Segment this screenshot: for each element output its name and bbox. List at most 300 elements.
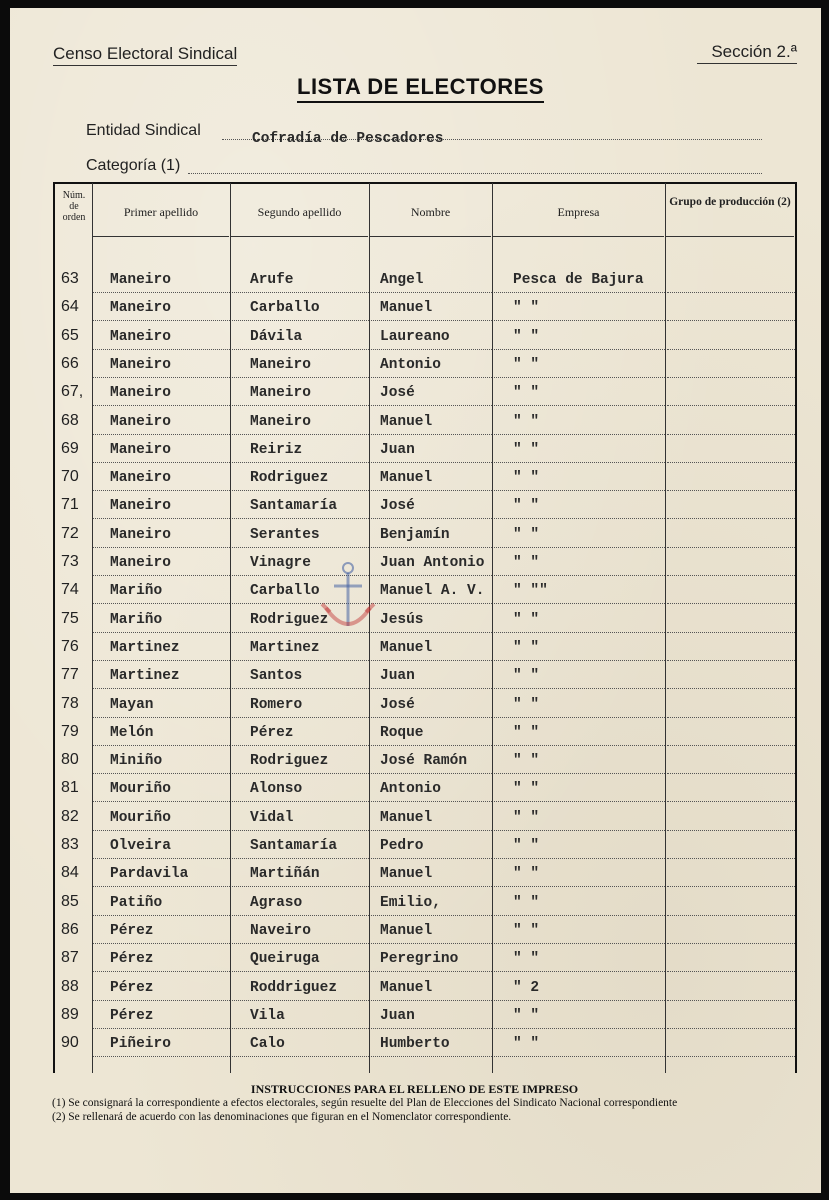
cell-nombre: Humberto (380, 1036, 450, 1053)
row-dotted-line (494, 858, 665, 859)
row-dotted-line (494, 660, 665, 661)
row-dotted-line (93, 292, 230, 293)
row-number: 72 (61, 524, 79, 542)
row-dotted-line (93, 518, 230, 519)
header-underline (370, 236, 491, 237)
row-dotted-line (371, 773, 492, 774)
row-dotted-line (667, 745, 795, 746)
header-primer-apellido: Primer apellido (123, 205, 199, 219)
cell-segundo-apellido: Naveiro (250, 922, 311, 939)
cell-primer-apellido: Maneiro (110, 441, 171, 458)
row-dotted-line (667, 518, 795, 519)
cell-empresa: " " (513, 781, 540, 798)
table-row (53, 747, 797, 776)
row-dotted-line (667, 915, 795, 916)
row-dotted-line (667, 830, 795, 831)
cell-segundo-apellido: Santamaría (250, 838, 338, 854)
table-row (53, 889, 797, 918)
table-row (53, 917, 797, 946)
row-dotted-line (93, 462, 230, 463)
table-row (53, 351, 797, 380)
row-dotted-line (494, 943, 665, 944)
row-dotted-line (667, 688, 795, 689)
cell-segundo-apellido: Pérez (250, 724, 294, 741)
table-row (53, 1002, 797, 1031)
cell-empresa: " " (513, 611, 540, 628)
row-dotted-line (494, 1028, 665, 1029)
row-dotted-line (93, 773, 230, 774)
row-number: 86 (61, 920, 79, 938)
row-number: 90 (61, 1034, 79, 1052)
cell-empresa: " " (513, 526, 540, 543)
cell-empresa: " " (513, 1007, 540, 1024)
row-number: 67, (61, 383, 84, 401)
instruction-1: (1) Se consignará la correspondiente a efectos electorales, según resuelte del Plan de Elecciones del Sindicato Nacional correspondiente (52, 1097, 678, 1109)
cell-segundo-apellido: Rodriguez (250, 470, 329, 487)
cell-segundo-apellido: Vinagre (250, 555, 311, 571)
cell-nombre: José (380, 385, 415, 402)
entidad-label: Entidad Sindical (86, 122, 201, 139)
cell-empresa: " " (513, 385, 540, 402)
row-number: 71 (61, 496, 79, 514)
row-dotted-line (667, 320, 795, 321)
header-segundo-apellido: Segundo apellido (257, 205, 342, 219)
row-dotted-line (93, 717, 230, 718)
cell-nombre: Manuel (380, 639, 433, 656)
row-dotted-line (232, 462, 369, 463)
row-number: 84 (61, 864, 79, 882)
cell-empresa: " " (513, 724, 540, 741)
row-dotted-line (232, 547, 369, 548)
row-dotted-line (667, 773, 795, 774)
cell-nombre: Manuel (380, 809, 433, 826)
row-dotted-line (494, 490, 665, 491)
row-dotted-line (667, 547, 795, 548)
row-dotted-line (494, 377, 665, 378)
table-row (53, 294, 797, 323)
row-dotted-line (93, 405, 230, 406)
row-dotted-line (93, 575, 230, 576)
table-row (53, 662, 797, 691)
cell-primer-apellido: Pérez (110, 979, 154, 996)
row-dotted-line (494, 320, 665, 321)
row-dotted-line (667, 886, 795, 887)
row-number: 79 (61, 722, 79, 740)
row-dotted-line (494, 745, 665, 746)
row-dotted-line (494, 688, 665, 689)
cell-segundo-apellido: Arufe (250, 272, 294, 288)
row-dotted-line (371, 547, 492, 548)
cell-empresa: " " (513, 753, 540, 770)
row-number: 74 (61, 581, 79, 599)
row-dotted-line (371, 971, 492, 972)
row-dotted-line (232, 320, 369, 321)
row-number: 65 (61, 326, 79, 344)
cell-segundo-apellido: Santos (250, 668, 303, 685)
row-dotted-line (93, 830, 230, 831)
cell-nombre: Manuel (380, 866, 433, 883)
row-dotted-line (371, 1000, 492, 1001)
cell-segundo-apellido: Carballo (250, 583, 320, 600)
cell-nombre: Angel (380, 272, 424, 288)
row-dotted-line (494, 434, 665, 435)
cell-primer-apellido: Martinez (110, 639, 180, 656)
cell-empresa: " " (513, 441, 540, 458)
row-dotted-line (371, 717, 492, 718)
row-dotted-line (93, 801, 230, 802)
row-dotted-line (371, 349, 492, 350)
row-dotted-line (93, 971, 230, 972)
table-row (53, 464, 797, 493)
row-dotted-line (371, 915, 492, 916)
cell-primer-apellido: Martinez (110, 668, 180, 685)
cell-nombre: Antonio (380, 356, 441, 373)
row-dotted-line (93, 1056, 230, 1057)
row-dotted-line (93, 915, 230, 916)
cell-empresa: " " (513, 922, 540, 939)
table-row (53, 521, 797, 550)
row-dotted-line (667, 490, 795, 491)
row-dotted-line (494, 632, 665, 633)
table-row (53, 436, 797, 465)
census-header: Censo Electoral Sindical (53, 44, 237, 66)
table-row (53, 804, 797, 833)
row-dotted-line (93, 688, 230, 689)
cell-empresa: " " (513, 809, 540, 826)
table-row (53, 266, 797, 295)
cell-primer-apellido: Olveira (110, 838, 171, 854)
table-row (53, 634, 797, 663)
header-underline (231, 236, 368, 237)
row-dotted-line (494, 603, 665, 604)
row-dotted-line (371, 801, 492, 802)
table-row (53, 408, 797, 437)
row-dotted-line (93, 547, 230, 548)
instructions-title: INSTRUCCIONES PARA EL RELLENO DE ESTE IMPRESO (250, 1082, 579, 1096)
row-dotted-line (371, 603, 492, 604)
cell-nombre: Antonio (380, 781, 441, 798)
entidad-value: Cofradía de Pescadores (252, 131, 444, 147)
cell-segundo-apellido: Vila (250, 1007, 285, 1024)
cell-empresa: Pesca de Bajura (513, 272, 644, 288)
row-dotted-line (232, 1000, 369, 1001)
page-title: LISTA DE ELECTORES (297, 74, 544, 103)
row-dotted-line (667, 971, 795, 972)
cell-empresa: " " (513, 356, 540, 373)
row-dotted-line (93, 603, 230, 604)
cell-segundo-apellido: Carballo (250, 300, 320, 317)
row-number: 85 (61, 892, 79, 910)
table-row (53, 492, 797, 521)
cell-primer-apellido: Mouriño (110, 809, 171, 826)
cell-empresa: " " (513, 555, 540, 571)
table-row (53, 379, 797, 408)
cell-primer-apellido: Mariño (110, 611, 163, 628)
row-dotted-line (371, 632, 492, 633)
row-dotted-line (232, 858, 369, 859)
cell-primer-apellido: Maneiro (110, 356, 171, 373)
table-row (53, 945, 797, 974)
row-dotted-line (667, 462, 795, 463)
row-dotted-line (371, 745, 492, 746)
row-number: 78 (61, 694, 79, 712)
row-number: 88 (61, 977, 79, 995)
row-number: 83 (61, 836, 79, 853)
cell-nombre: Roque (380, 724, 424, 741)
row-dotted-line (494, 518, 665, 519)
row-dotted-line (667, 349, 795, 350)
row-dotted-line (494, 801, 665, 802)
header-underline (666, 236, 794, 237)
row-dotted-line (667, 1028, 795, 1029)
row-dotted-line (93, 490, 230, 491)
row-dotted-line (232, 886, 369, 887)
row-dotted-line (494, 717, 665, 718)
categoria-line (188, 172, 762, 174)
cell-segundo-apellido: Rodriguez (250, 753, 329, 770)
cell-segundo-apellido: Alonso (250, 781, 303, 798)
row-number: 66 (61, 354, 79, 372)
cell-nombre: Manuel (380, 922, 433, 939)
row-dotted-line (232, 434, 369, 435)
row-dotted-line (93, 745, 230, 746)
table-row (53, 691, 797, 720)
cell-primer-apellido: Maneiro (110, 300, 171, 317)
row-dotted-line (371, 462, 492, 463)
row-dotted-line (371, 830, 492, 831)
row-number: 73 (61, 553, 79, 570)
row-number: 87 (61, 949, 79, 967)
row-dotted-line (232, 915, 369, 916)
row-dotted-line (371, 858, 492, 859)
row-dotted-line (93, 858, 230, 859)
header-underline (92, 236, 229, 237)
cell-nombre: Emilio, (380, 894, 441, 911)
cell-primer-apellido: Piñeiro (110, 1036, 171, 1053)
cell-empresa: " " (513, 866, 540, 883)
row-dotted-line (93, 1000, 230, 1001)
cell-nombre: José (380, 498, 415, 515)
row-dotted-line (494, 1056, 665, 1057)
cell-segundo-apellido: Queiruga (250, 951, 320, 968)
cell-primer-apellido: Mayan (110, 696, 154, 713)
cell-nombre: Manuel A. V. (380, 583, 485, 600)
header-underline (493, 236, 664, 237)
cell-empresa: " " (513, 639, 540, 656)
row-number: 70 (61, 468, 79, 486)
row-number: 64 (61, 298, 79, 316)
header-grupo-produccion: Grupo de producción (2) (669, 196, 791, 208)
cell-nombre: Jesús (380, 611, 424, 628)
row-dotted-line (93, 349, 230, 350)
cell-segundo-apellido: Maneiro (250, 356, 311, 373)
row-dotted-line (232, 943, 369, 944)
row-dotted-line (667, 1000, 795, 1001)
cell-nombre: Juan (380, 441, 415, 458)
anchor-stamp-watermark (318, 556, 378, 640)
cell-nombre: Manuel (380, 413, 433, 430)
cell-empresa: " " (513, 328, 540, 345)
table-row (53, 577, 797, 606)
row-dotted-line (494, 971, 665, 972)
row-dotted-line (667, 632, 795, 633)
row-dotted-line (494, 915, 665, 916)
cell-nombre: Juan Antonio (380, 555, 485, 571)
cell-empresa: " " (513, 300, 540, 317)
row-dotted-line (494, 830, 665, 831)
table-row (53, 832, 797, 861)
cell-primer-apellido: Patiño (110, 894, 163, 911)
row-dotted-line (371, 688, 492, 689)
cell-segundo-apellido: Martiñán (250, 866, 320, 883)
row-dotted-line (232, 405, 369, 406)
row-dotted-line (494, 886, 665, 887)
row-dotted-line (667, 660, 795, 661)
row-dotted-line (494, 1000, 665, 1001)
row-dotted-line (371, 660, 492, 661)
cell-primer-apellido: Maneiro (110, 385, 171, 402)
row-dotted-line (232, 830, 369, 831)
row-dotted-line (232, 660, 369, 661)
row-dotted-line (371, 1056, 492, 1057)
row-dotted-line (93, 377, 230, 378)
row-dotted-line (494, 575, 665, 576)
row-dotted-line (667, 377, 795, 378)
cell-nombre: Juan (380, 668, 415, 685)
row-number: 68 (61, 411, 79, 429)
cell-nombre: Manuel (380, 470, 433, 487)
row-dotted-line (494, 349, 665, 350)
row-number: 80 (61, 751, 79, 769)
cell-segundo-apellido: Dávila (250, 328, 303, 345)
cell-segundo-apellido: Rodriguez (250, 611, 329, 628)
cell-segundo-apellido: Vidal (250, 809, 294, 826)
row-dotted-line (667, 603, 795, 604)
row-dotted-line (371, 292, 492, 293)
row-dotted-line (232, 688, 369, 689)
cell-primer-apellido: Maneiro (110, 328, 171, 345)
cell-nombre: José Ramón (380, 753, 468, 770)
table-row (53, 719, 797, 748)
cell-segundo-apellido: Serantes (250, 526, 320, 543)
cell-nombre: Manuel (380, 979, 433, 996)
cell-segundo-apellido: Maneiro (250, 413, 311, 430)
cell-nombre: Pedro (380, 838, 424, 854)
row-dotted-line (93, 320, 230, 321)
cell-primer-apellido: Maneiro (110, 272, 171, 288)
row-dotted-line (371, 943, 492, 944)
row-dotted-line (667, 405, 795, 406)
row-dotted-line (371, 1028, 492, 1029)
cell-segundo-apellido: Santamaría (250, 498, 338, 515)
row-dotted-line (494, 405, 665, 406)
row-dotted-line (93, 943, 230, 944)
row-dotted-line (371, 575, 492, 576)
cell-segundo-apellido: Roddriguez (250, 979, 338, 996)
cell-nombre: José (380, 696, 415, 713)
cell-empresa: " " (513, 696, 540, 713)
cell-empresa: " " (513, 498, 540, 515)
instruction-2: (2) Se rellenará de acuerdo con las denominaciones que figuran en el Nomenclator correspondiente. (52, 1111, 512, 1123)
row-dotted-line (667, 943, 795, 944)
table-row (53, 549, 797, 578)
row-dotted-line (371, 405, 492, 406)
row-dotted-line (232, 490, 369, 491)
cell-empresa: " " (513, 1036, 540, 1053)
row-dotted-line (232, 349, 369, 350)
cell-primer-apellido: Pardavila (110, 866, 189, 883)
table-row (53, 1030, 797, 1059)
row-dotted-line (667, 858, 795, 859)
row-number: 82 (61, 807, 79, 825)
cell-segundo-apellido: Agraso (250, 894, 303, 911)
section-label: Sección 2.ª (697, 42, 797, 64)
row-number: 75 (61, 609, 79, 627)
cell-empresa: " " (513, 668, 540, 685)
row-dotted-line (93, 886, 230, 887)
row-dotted-line (667, 434, 795, 435)
row-dotted-line (667, 292, 795, 293)
cell-primer-apellido: Maneiro (110, 526, 171, 543)
cell-empresa: " " (513, 413, 540, 430)
cell-nombre: Benjamín (380, 526, 450, 543)
cell-primer-apellido: Pérez (110, 1007, 154, 1024)
row-dotted-line (494, 773, 665, 774)
cell-nombre: Juan (380, 1007, 415, 1024)
row-dotted-line (371, 518, 492, 519)
row-dotted-line (93, 434, 230, 435)
cell-segundo-apellido: Romero (250, 696, 303, 713)
table-row (53, 323, 797, 352)
table-row (53, 606, 797, 635)
row-dotted-line (93, 660, 230, 661)
row-dotted-line (494, 547, 665, 548)
row-dotted-line (667, 575, 795, 576)
cell-segundo-apellido: Martinez (250, 639, 320, 656)
table-row (53, 860, 797, 889)
row-dotted-line (667, 717, 795, 718)
cell-segundo-apellido: Calo (250, 1036, 285, 1053)
cell-primer-apellido: Maneiro (110, 498, 171, 515)
row-number: 81 (61, 779, 79, 797)
cell-primer-apellido: Maneiro (110, 470, 171, 487)
row-dotted-line (371, 377, 492, 378)
row-dotted-line (232, 773, 369, 774)
row-dotted-line (232, 1028, 369, 1029)
row-dotted-line (371, 490, 492, 491)
categoria-label: Categoría (1) (86, 157, 181, 174)
cell-nombre: Peregrino (380, 951, 459, 968)
cell-empresa: " " (513, 951, 540, 968)
cell-empresa: " " (513, 838, 540, 854)
header-num: Núm. de orden (62, 190, 86, 223)
row-number: 63 (61, 270, 79, 287)
cell-primer-apellido: Mouriño (110, 781, 171, 798)
row-dotted-line (494, 462, 665, 463)
row-dotted-line (371, 434, 492, 435)
row-dotted-line (232, 377, 369, 378)
cell-segundo-apellido: Reiriz (250, 441, 303, 458)
row-dotted-line (93, 1028, 230, 1029)
row-dotted-line (232, 801, 369, 802)
row-dotted-line (232, 518, 369, 519)
cell-primer-apellido: Mariño (110, 583, 163, 600)
row-number: 76 (61, 637, 79, 655)
cell-primer-apellido: Melón (110, 724, 154, 741)
cell-nombre: Manuel (380, 300, 433, 317)
cell-empresa: " "" (513, 583, 548, 600)
row-dotted-line (667, 801, 795, 802)
